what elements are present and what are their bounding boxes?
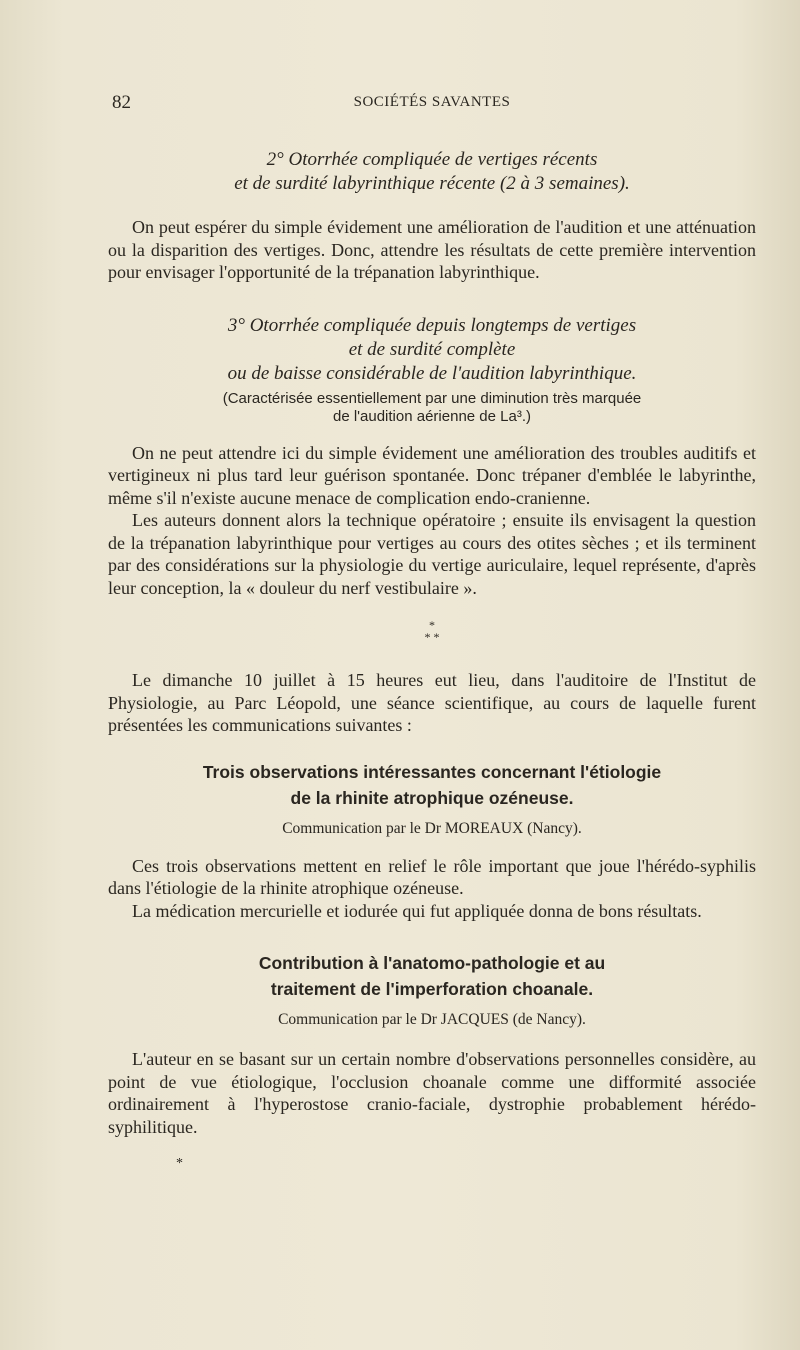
section-2-heading-line1: 2° Otorrhée compliquée de vertiges récents: [266, 149, 598, 170]
communication-1-title-line1: Trois observations intéressantes concernant l'étiologie: [202, 761, 662, 782]
section-3-heading-line1: 3° Otorrhée compliquée depuis longtemps de vertiges: [227, 314, 637, 336]
communication-2-byline: Communication par le Dr JACQUES (de Nancy).: [278, 1011, 586, 1028]
communication-1-paragraph1: Ces trois observations mettent en relief le rôle important que joue l'hérédo-syphilis dans l'étiologie de la rhinite atrophique ozéneuse.: [108, 855, 756, 898]
communication-1: [108, 759, 756, 923]
communication-2-title-line2: traitement de l'imperforation choanale.: [270, 979, 594, 999]
asterism-top: *: [429, 618, 435, 632]
asterism-separator: [108, 619, 756, 643]
meeting-paragraph: Le dimanche 10 juillet à 15 heures eut lieu, dans l'auditoire de l'Institut de Physiologie, au Parc Léopold, une séance scientifique, au cours de laquelle furent présentées les communications suivantes :: [108, 670, 756, 735]
section-3: [108, 314, 756, 600]
page-body: [108, 148, 756, 1172]
running-title: SOCIÉTÉS SAVANTES: [353, 94, 511, 110]
asterism-bottom: * *: [424, 630, 440, 644]
section-2-paragraph: On peut espérer du simple évidement une amélioration de l'audition et une atténuation ou la disparition des vertiges. Donc, attendre les résultats de cette première intervention pour envisager l'opportunité de la trépanation labyrinthique.: [108, 217, 756, 282]
communication-1-title-line2: de la rhinite atrophique ozéneuse.: [290, 787, 574, 808]
communication-2: [108, 950, 756, 1138]
communication-1-paragraph2: La médication mercurielle et iodurée qui fut appliquée donna de bons résultats.: [132, 900, 702, 921]
section-3-note-line2: de l'audition aérienne de La³.): [332, 407, 531, 425]
section-3-note-line1: (Caractérisée essentiellement par une diminution très marquée: [222, 389, 642, 407]
section-3-paragraph2: Les auteurs donnent alors la technique opératoire ; ensuite ils envisagent la question de la trépanation labyrinthique pour vertiges au cours des otites sèches ; et ils terminent par des considérations sur la physiologie du vertige auriculaire, lequel représente, d'après leur conception, la « douleur du nerf vestibulaire ».: [108, 510, 756, 598]
footer-asterisk: *: [176, 1156, 183, 1171]
page-header: [112, 92, 752, 116]
communication-2-paragraph: L'auteur en se basant sur un certain nombre d'observations personnelles considère, au point de vue étiologique, l'occlusion choanale comme une difformité associée ordinairement à l'hyperostose cranio-faciale, dystrophie probablement hérédo-syphilitique.: [108, 1049, 756, 1137]
section-2: [108, 148, 756, 284]
section-3-paragraph1: On ne peut attendre ici du simple évidement une amélioration des troubles auditifs et vertigineux ni plus tard leur guérison spontanée. Donc trépaner d'emblée le labyrinthe, même s'il n'existe aucune menace de complication endo-cranienne.: [108, 442, 756, 508]
communication-1-byline: Communication par le Dr MOREAUX (Nancy).: [282, 819, 582, 837]
section-3-heading-line3: ou de baisse considérable de l'audition labyrinthique.: [227, 362, 637, 384]
page-number: 82: [112, 92, 131, 113]
communication-2-title-line1: Contribution à l'anatomo-pathologie et au: [258, 953, 606, 973]
section-2-heading-line2: et de surdité labyrinthique récente (2 à 3 semaines).: [234, 173, 630, 194]
section-3-heading-line2: et de surdité complète: [348, 338, 516, 360]
